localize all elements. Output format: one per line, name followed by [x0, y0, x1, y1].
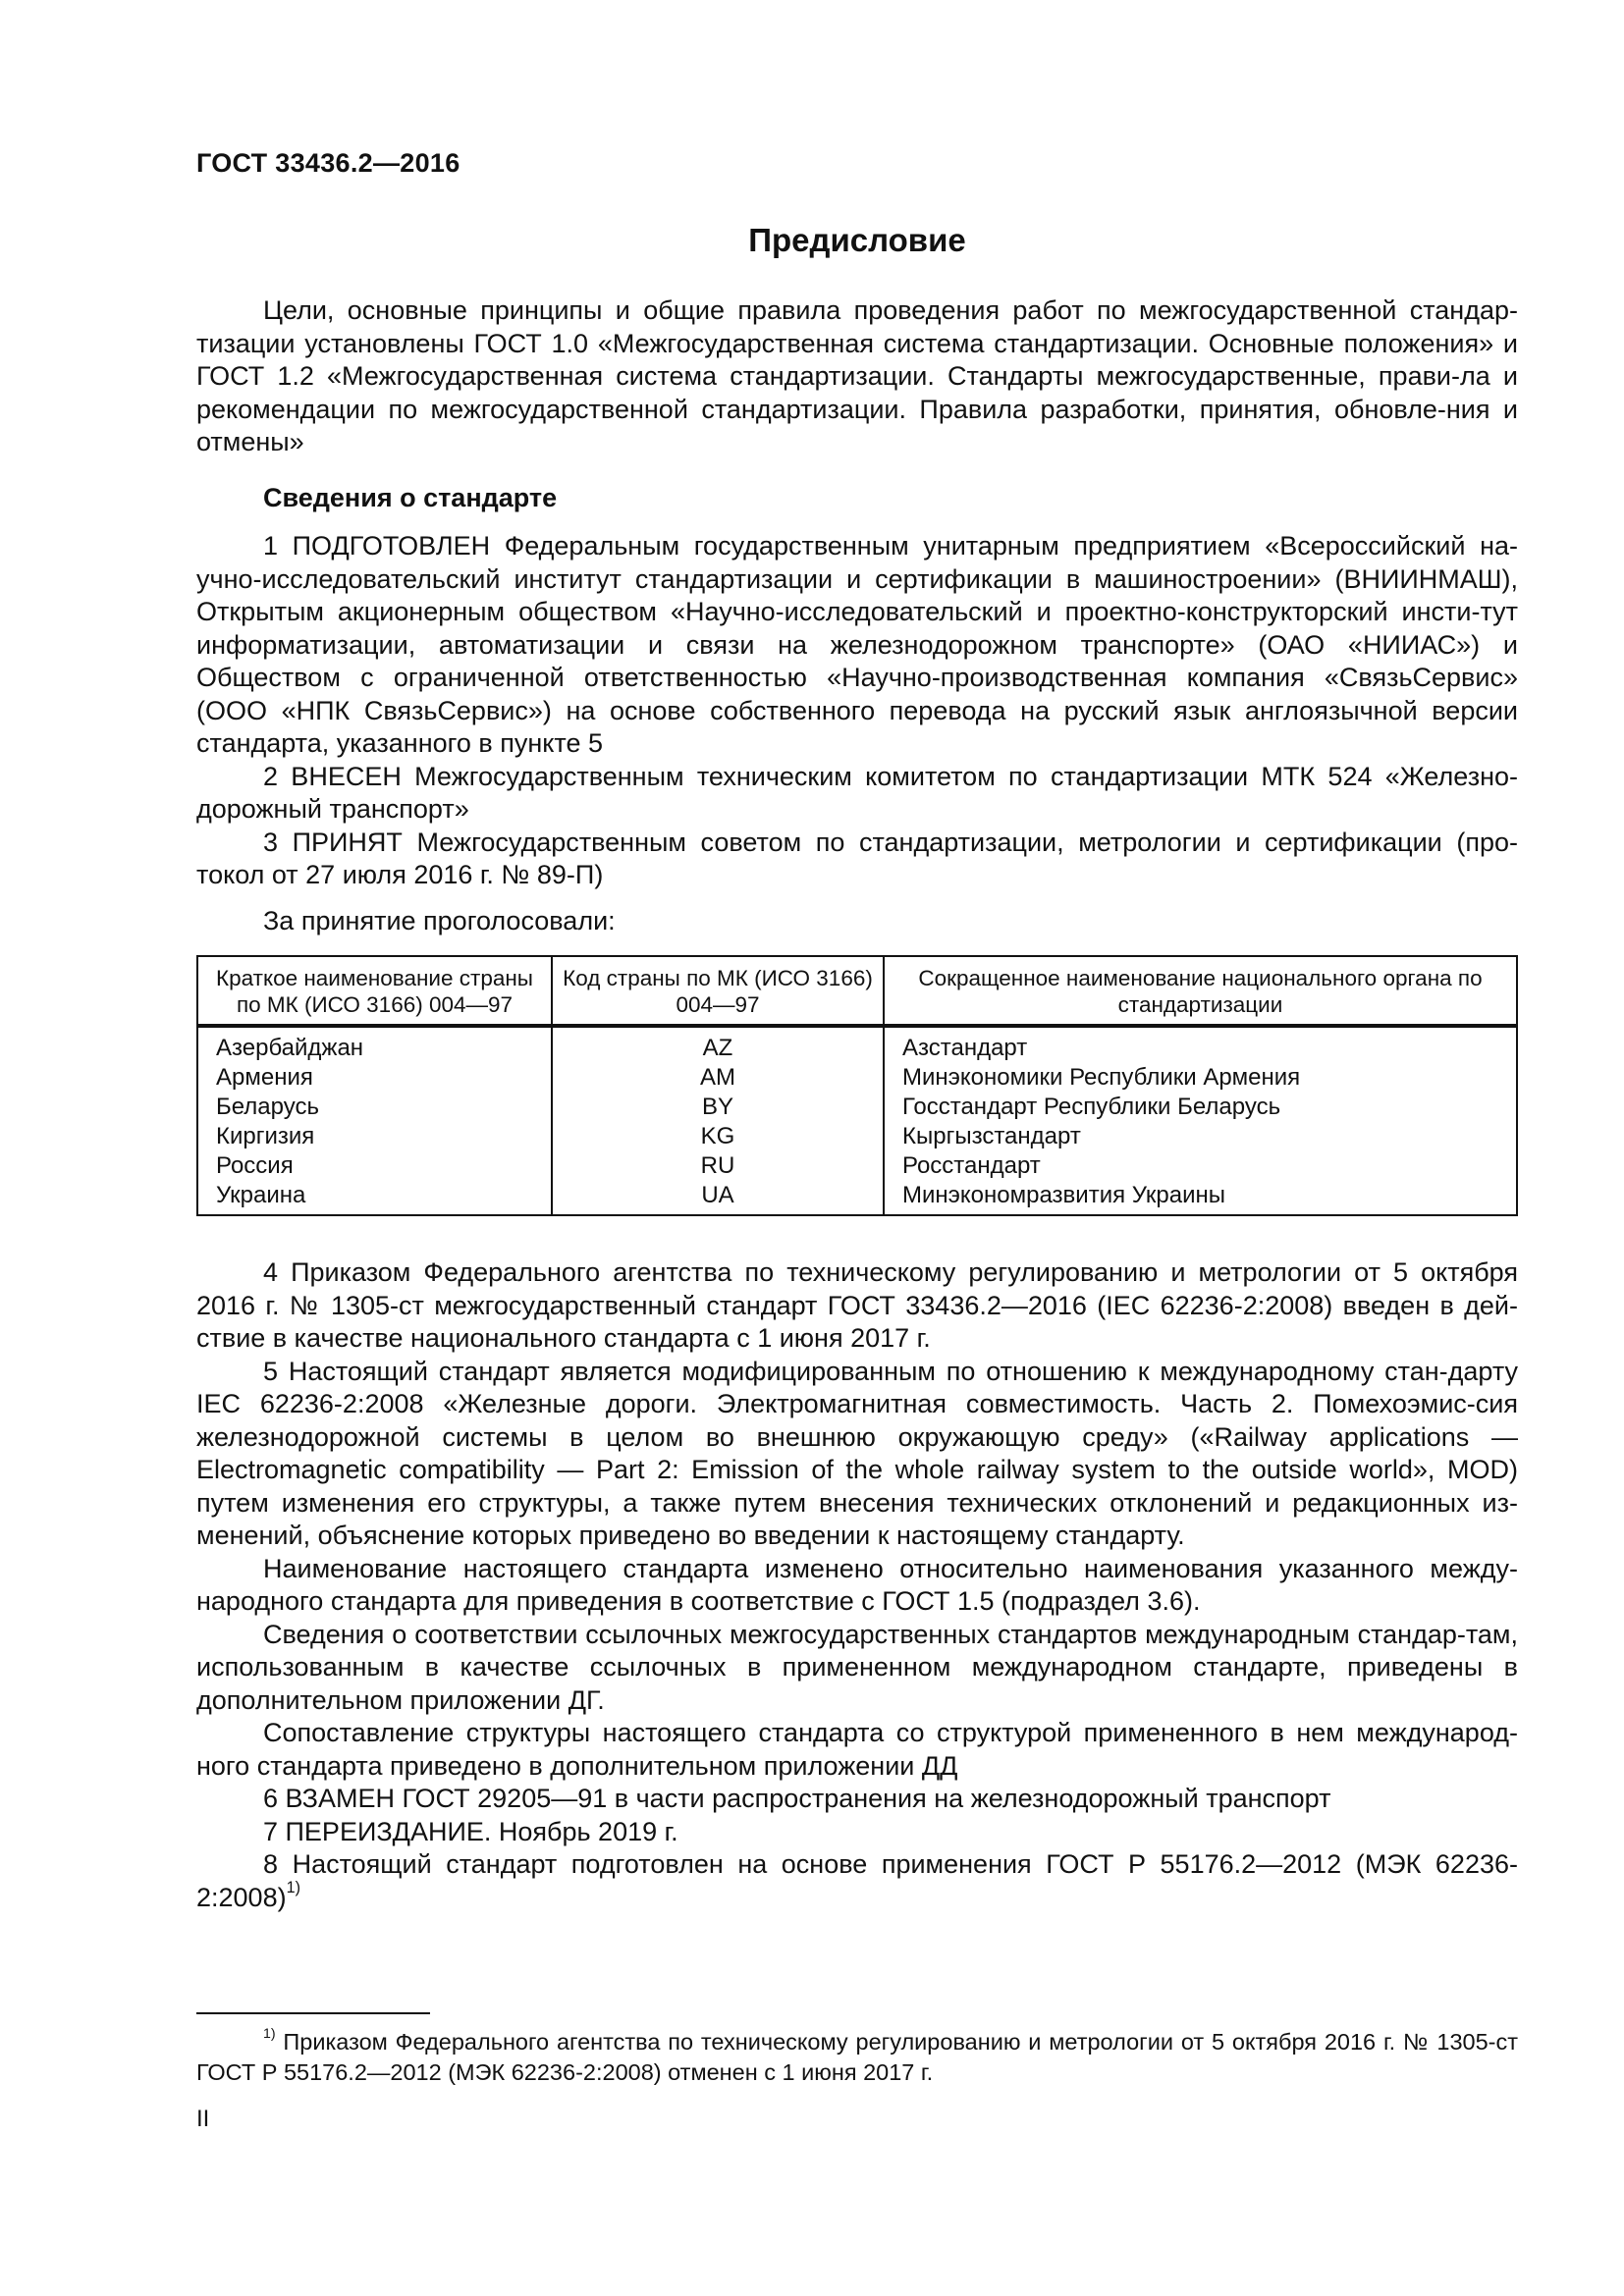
cell-body: Росстандарт	[884, 1151, 1517, 1181]
standard-info-block	[196, 482, 1518, 515]
item-5-structure: Сопоставление структуры настоящего стандарта со структурой примененного в нем международ-ного стандарта приведено в дополнительном приложении ДД	[196, 1718, 1518, 1781]
table-row	[197, 1122, 1517, 1151]
voted-label-block	[196, 905, 1518, 938]
item-2-submitted: 2 ВНЕСЕН Межгосударственным техническим комитетом по стандартизации МТК 524 «Железно-дорожный транспорт»	[196, 761, 1518, 824]
cell-code: BY	[552, 1093, 884, 1122]
cell-code: AM	[552, 1063, 884, 1093]
table-row	[197, 1026, 1517, 1063]
table-row	[197, 1093, 1517, 1122]
cell-country: Россия	[197, 1151, 552, 1181]
cell-body: Госстандарт Республики Беларусь	[884, 1093, 1517, 1122]
intro-block	[196, 294, 1518, 459]
item-7-reissue: 7 ПЕРЕИЗДАНИЕ. Ноябрь 2019 г.	[263, 1816, 678, 1846]
header-country-code: Код страны по МК (ИСО 3166) 004—97	[552, 956, 884, 1026]
document-page	[196, 0, 1518, 2296]
footnote-text: Приказом Федерального агентства по техническому регулированию и метрологии от 5 октября 2016 г. № 1305-ст ГОСТ Р 55176.2—2012 (МЭК 62236-2:2008) отменен с 1 июня 2017 г.	[196, 2029, 1518, 2085]
cell-code: RU	[552, 1151, 884, 1181]
cell-code: KG	[552, 1122, 884, 1151]
cell-country: Азербайджан	[197, 1026, 552, 1063]
item-6-replaces: 6 ВЗАМЕН ГОСТ 29205—91 в части распространения на железнодорожный транспорт	[263, 1784, 1331, 1813]
cell-country: Армения	[197, 1063, 552, 1093]
intro-paragraph: Цели, основные принципы и общие правила проведения работ по межгосударственной стандар-тизации установлены ГОСТ 1.0 «Межгосударственная система стандартизации. Основные положения» и ГОСТ 1.2 «Межгосударственная система стандартизации. Стандарты межгосударственные, прави-ла и рекомендации по межгосударственной стандартизации. Правила разработки, принятия, обновле-ния и отмены»	[196, 295, 1518, 456]
table-row	[197, 1151, 1517, 1181]
items-before-table	[196, 530, 1518, 892]
cell-country: Беларусь	[197, 1093, 552, 1122]
page-number: II	[196, 2106, 210, 2132]
items-after-table	[196, 1256, 1518, 1914]
item-5-modified: 5 Настоящий стандарт является модифицированным по отношению к международному стан-дарту IEC 62236-2:2008 «Железные дороги. Электромагнитная совместимость. Часть 2. Помехоэмис-сия железнодорожной системы в целом во внешнюю окружающую среду» («Railway applications — Electromagnetic compatibility — Part 2: Emission of the whole railway system to the outside world», MOD) путем изменения его структуры, а также путем внесения технических отклонений и редакционных из-менений, объяснение которых приведено во введении к настоящему стандарту.	[196, 1356, 1518, 1550]
cell-body: Азстандарт	[884, 1026, 1517, 1063]
cell-country: Украина	[197, 1181, 552, 1215]
table-row	[197, 1063, 1517, 1093]
section-heading: Сведения о стандарте	[263, 483, 558, 512]
cell-body: Кыргызстандарт	[884, 1122, 1517, 1151]
item-5-references: Сведения о соответствии ссылочных межгосударственных стандартов международным стандар-там, использованным в качестве ссылочных в примененном международном стандарте, приведены в дополнительном приложении ДГ.	[196, 1619, 1518, 1715]
table-header-row	[197, 956, 1517, 1026]
document-code-header: ГОСТ 33436.2—2016	[196, 148, 460, 178]
cell-body: Минэкономики Республики Армения	[884, 1063, 1517, 1093]
item-1-prepared: 1 ПОДГОТОВЛЕН Федеральным государственным унитарным предприятием «Всероссийский на-учно-исследовательский институт стандартизации и сертификации в машиностроении» (ВНИИНМАШ), Открытым акционерным обществом «Научно-исследовательский и проектно-конструкторский инсти-тут информатизации, автоматизации и связи на железнодорожном транспорте» (ОАО «НИИАС») и Обществом с ограниченной ответственностью «Научно-производственная компания «СвязьСервис» (ООО «НПК СвязьСервис») на основе собственного перевода на русский язык англоязычной версии стандарта, указанного в пункте 5	[196, 531, 1518, 758]
item-4-order: 4 Приказом Федерального агентства по техническому регулированию и метрологии от 5 октября 2016 г. № 1305-ст межгосударственный стандарт ГОСТ 33436.2—2016 (IEC 62236-2:2008) введен в дей-ствие в качестве национального стандарта с 1 июня 2017 г.	[196, 1257, 1518, 1353]
cell-code: UA	[552, 1181, 884, 1215]
page-title: Предисловие	[748, 222, 966, 258]
table-row	[197, 1181, 1517, 1215]
header-national-body: Сокращенное наименование национального органа по стандартизации	[884, 956, 1517, 1026]
header-country-name: Краткое наименование страны по МК (ИСО 3166) 004—97	[197, 956, 552, 1026]
cell-country: Киргизия	[197, 1122, 552, 1151]
cell-code: AZ	[552, 1026, 884, 1063]
footnote-divider	[196, 2012, 430, 2014]
voting-table	[196, 955, 1518, 1216]
item-5-name-change: Наименование настоящего стандарта изменено относительно наименования указанного между-народного стандарта для приведения в соответствие с ГОСТ 1.5 (подраздел 3.6).	[196, 1553, 1518, 1616]
cell-body: Минэкономразвития Украины	[884, 1181, 1517, 1215]
footnote	[196, 2027, 1518, 2088]
item-8-basis	[196, 1848, 1518, 1914]
footnote-marker: 1)	[263, 2025, 276, 2042]
footnote-reference: 1)	[286, 1879, 300, 1897]
item-3-adopted: 3 ПРИНЯТ Межгосударственным советом по стандартизации, метрологии и сертификации (про-токол от 27 июля 2016 г. № 89-П)	[196, 827, 1518, 889]
item-8-text: 8 Настоящий стандарт подготовлен на основе применения ГОСТ Р 55176.2—2012 (МЭК 62236-2:2008)	[196, 1849, 1518, 1912]
voted-label: За принятие проголосовали:	[263, 906, 616, 935]
